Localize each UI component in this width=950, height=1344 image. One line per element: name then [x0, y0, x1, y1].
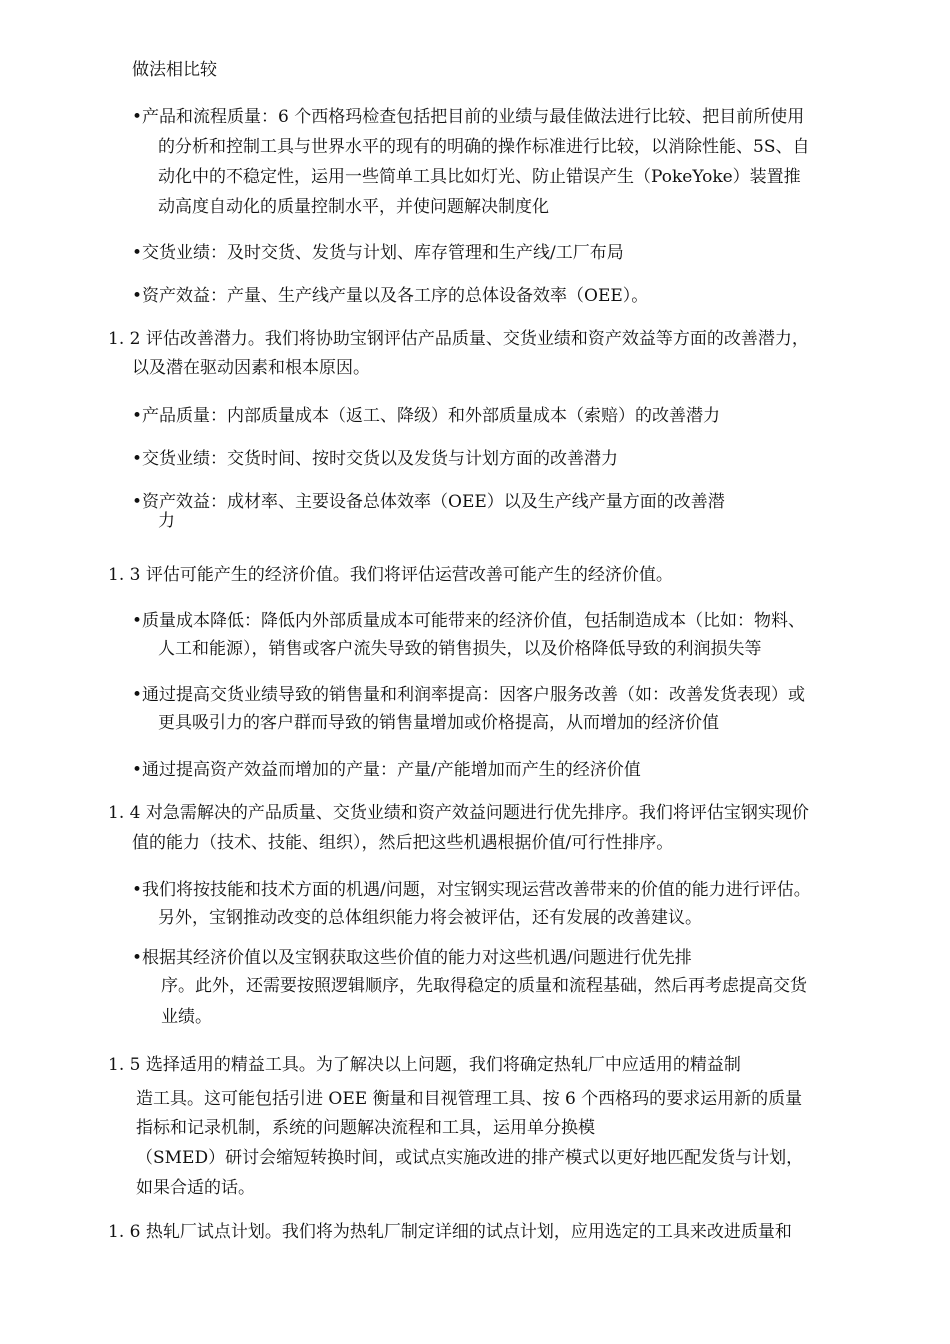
text-line: 造工具。这可能包括引进 OEE 衡量和目视管理工具、按 6 个西格玛的要求运用新的质量 [136, 1089, 803, 1109]
section-heading: 1. 2 评估改善潜力。我们将协助宝钢评估产品质量、交货业绩和资产效益等方面的改善潜力， [108, 329, 809, 349]
text-line: 更具吸引力的客户群而导致的销售量增加或价格提高，从而增加的经济价值 [158, 713, 719, 733]
text-line: 动化中的不稳定性，运用一些简单工具比如灯光、防止错误产生（PokeYoke）装置推 [158, 167, 801, 187]
section-heading: 1. 3 评估可能产生的经济价值。我们将评估运营改善可能产生的经济价值。 [108, 565, 673, 585]
bullet-item: •产品质量：内部质量成本（返工、降级）和外部质量成本（索赔）的改善潜力 [132, 406, 721, 426]
bullet-item: •根据其经济价值以及宝钢获取这些价值的能力对这些机遇/问题进行优先排 [132, 948, 692, 968]
text-line: 业绩。 [161, 1007, 212, 1027]
text-line: 的分析和控制工具与世界水平的现有的明确的操作标准进行比较，以消除性能、5S、自 [158, 137, 810, 157]
text-line: 做法相比较 [132, 60, 217, 80]
bullet-item: •资产效益：产量、生产线产量以及各工序的总体设备效率（OEE）。 [132, 286, 649, 306]
text-line: 序。此外，还需要按照逻辑顺序，先取得稳定的质量和流程基础，然后再考虑提高交货 [161, 976, 807, 996]
bullet-item: •质量成本降低：降低内外部质量成本可能带来的经济价值，包括制造成本（比如：物料、 [132, 611, 806, 631]
section-heading: 1. 6 热轧厂试点计划。我们将为热轧厂制定详细的试点计划，应用选定的工具来改进质量和 [108, 1222, 792, 1242]
text-line: 值的能力（技术、技能、组织），然后把这些机遇根据价值/可行性排序。 [132, 833, 674, 853]
text-line: 力 [158, 511, 175, 531]
bullet-item: •交货业绩：交货时间、按时交货以及发货与计划方面的改善潜力 [132, 449, 619, 469]
bullet-item: •产品和流程质量：6 个西格玛检查包括把目前的业绩与最佳做法进行比较、把目前所使用 [132, 107, 805, 127]
section-heading: 1. 4 对急需解决的产品质量、交货业绩和资产效益问题进行优先排序。我们将评估宝钢实现价 [108, 803, 809, 823]
text-line: 指标和记录机制，系统的问题解决流程和工具，运用单分换模 [136, 1118, 595, 1138]
bullet-item: •我们将按技能和技术方面的机遇/问题，对宝钢实现运营改善带来的价值的能力进行评估。 [132, 880, 811, 900]
text-line: （SMED）研讨会缩短转换时间，或试点实施改进的排产模式以更好地匹配发货与计划， [136, 1148, 804, 1168]
text-line: 动高度自动化的质量控制水平，并使问题解决制度化 [158, 197, 549, 217]
bullet-item: •资产效益：成材率、主要设备总体效率（OEE）以及生产线产量方面的改善潜 [132, 492, 725, 512]
text-line: 以及潜在驱动因素和根本原因。 [132, 358, 370, 378]
text-line: 如果合适的话。 [136, 1178, 255, 1198]
bullet-item: •通过提高资产效益而增加的产量：产量/产能增加而产生的经济价值 [132, 760, 641, 780]
bullet-item: •交货业绩：及时交货、发货与计划、库存管理和生产线/工厂布局 [132, 243, 624, 263]
section-heading: 1. 5 选择适用的精益工具。为了解决以上问题，我们将确定热轧厂中应适用的精益制 [108, 1055, 741, 1075]
text-line: 人工和能源），销售或客户流失导致的销售损失，以及价格降低导致的利润损失等 [158, 639, 762, 659]
text-line: 另外，宝钢推动改变的总体组织能力将会被评估，还有发展的改善建议。 [158, 908, 702, 928]
bullet-item: •通过提高交货业绩导致的销售量和利润率提高：因客户服务改善（如：改善发货表现）或 [132, 685, 806, 705]
